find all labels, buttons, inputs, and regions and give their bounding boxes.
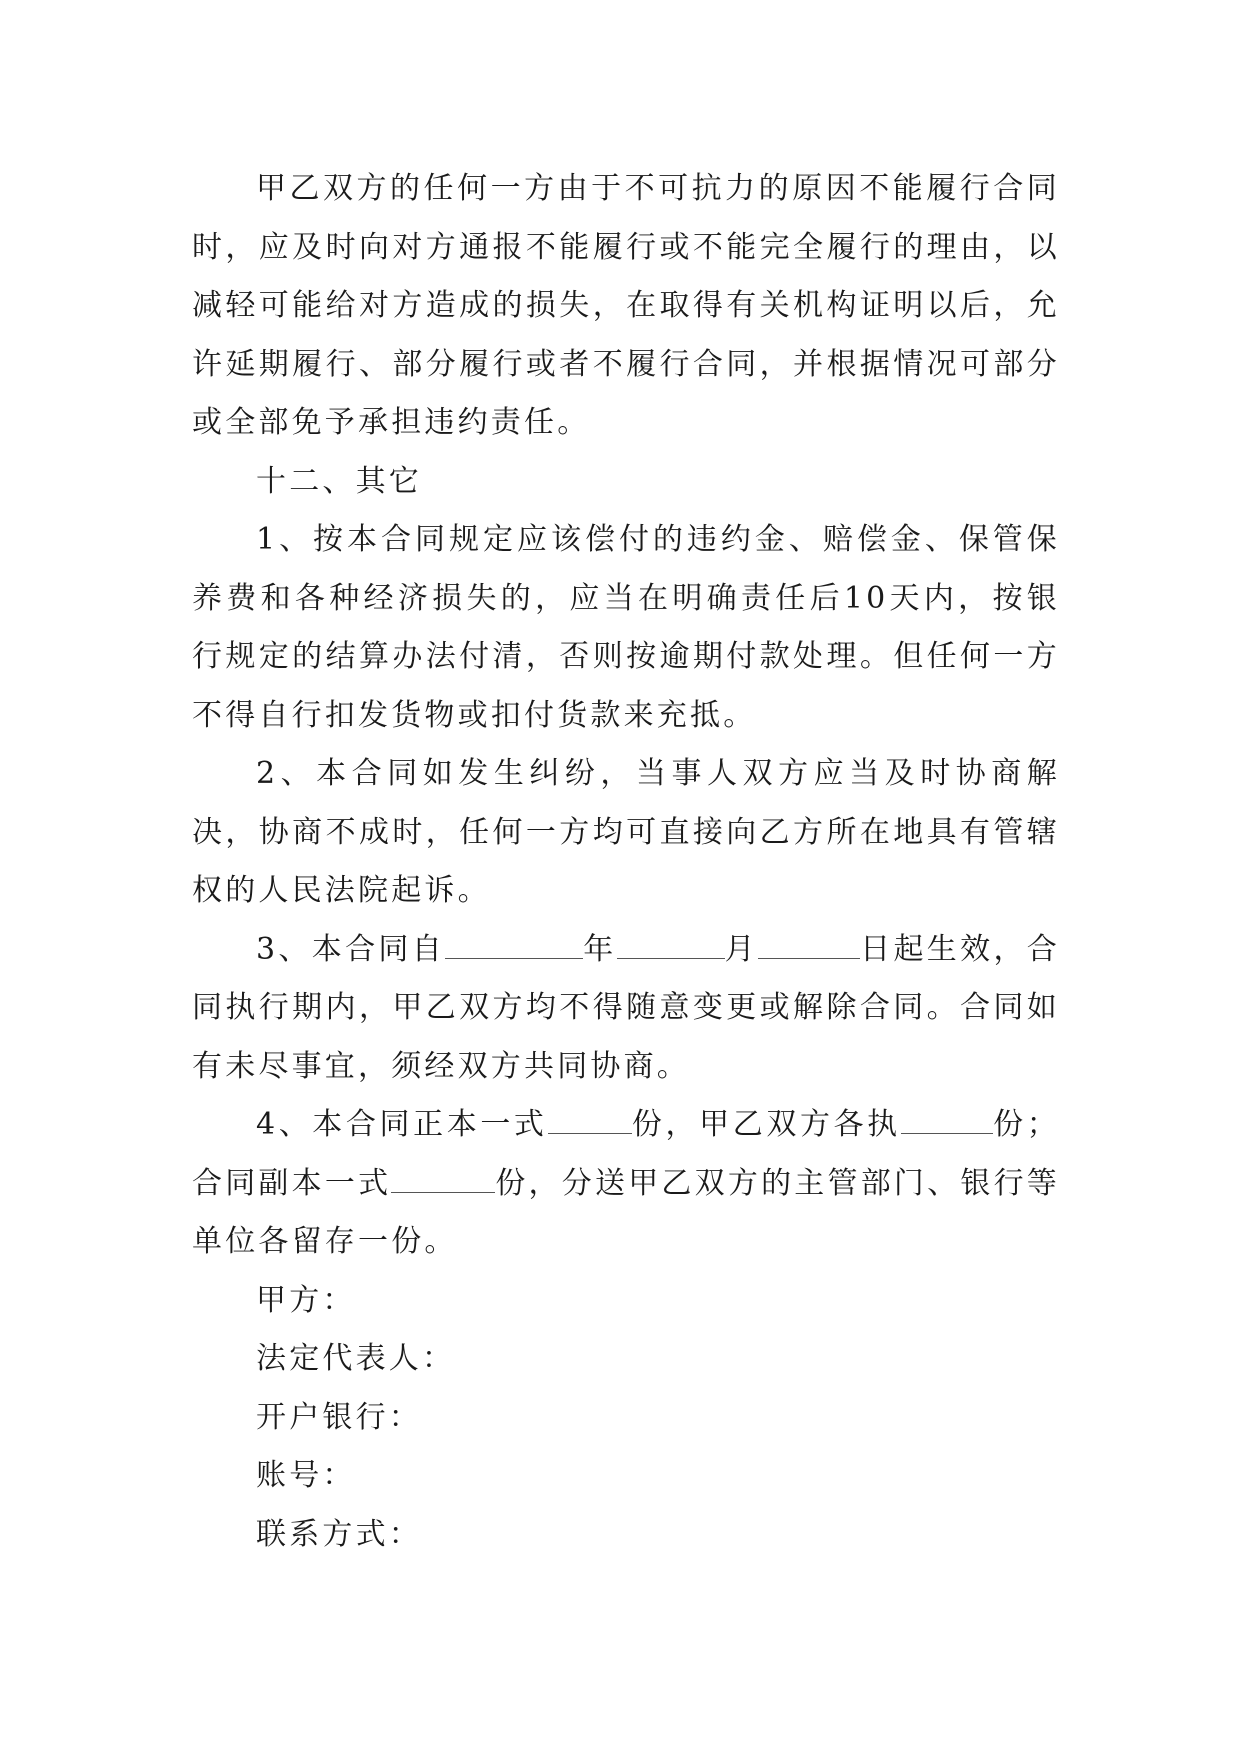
clause-3-prefix: 3、本合同自	[256, 931, 446, 967]
force-majeure-paragraph: 甲乙双方的任何一方由于不可抗力的原因不能履行合同时，应及时向对方通报不能履行或不能完全履行的理由，以减轻可能给对方造成的损失，在取得有关机构证明以后，允许延期履行、部分履行或者不履行合同，并根据情况可部分或全部免予承担违约责任。	[192, 171, 1060, 440]
clause-4-mid2: 份；合同副本一式	[192, 1107, 1060, 1201]
year-label: 年	[583, 931, 617, 967]
account-label: 账号：	[256, 1458, 356, 1493]
clause-3-paragraph	[192, 921, 1060, 1097]
clause-3-suffix: 日起生效，合同执行期内，甲乙双方均不得随意变更或解除合同。合同如有未尽事宜，须经双方共同协商。	[192, 931, 1061, 1084]
clause-4-paragraph	[192, 1096, 1060, 1272]
clause-4-prefix: 4、本合同正本一式	[256, 1107, 548, 1142]
clause-2-paragraph: 2、本合同如发生纠纷，当事人双方应当及时协商解决，协商不成时，任何一方均可直接向乙方所在地具有管辖权的人民法院起诉。	[192, 756, 1060, 908]
original-copies-blank[interactable]	[548, 1103, 632, 1134]
document-page	[192, 160, 1060, 1564]
legal-rep-label: 法定代表人：	[256, 1341, 456, 1376]
month-label: 月	[724, 931, 759, 967]
year-blank[interactable]	[445, 928, 583, 959]
each-party-copies-blank[interactable]	[901, 1103, 993, 1134]
day-blank[interactable]	[758, 928, 860, 959]
clause-1-paragraph: 1、按本合同规定应该偿付的违约金、赔偿金、保管保养费和各种经济损失的，应当在明确责任后10天内，按银行规定的结算办法付清，否则按逾期付款处理。但任何一方不得自行扣发货物或扣付货款来充抵。	[192, 522, 1060, 733]
party-a-label: 甲方：	[256, 1282, 356, 1318]
section-12-heading: 十二、其它	[256, 463, 422, 499]
clause-4-suffix: 份，分送甲乙双方的主管部门、银行等单位各留存一份。	[192, 1165, 1061, 1259]
bank-label: 开户银行：	[256, 1399, 422, 1435]
clause-4-mid1: 份，甲乙双方各执	[631, 1107, 901, 1142]
duplicate-copies-blank[interactable]	[391, 1162, 495, 1193]
month-blank[interactable]	[617, 928, 725, 959]
contact-label: 联系方式：	[256, 1516, 422, 1552]
